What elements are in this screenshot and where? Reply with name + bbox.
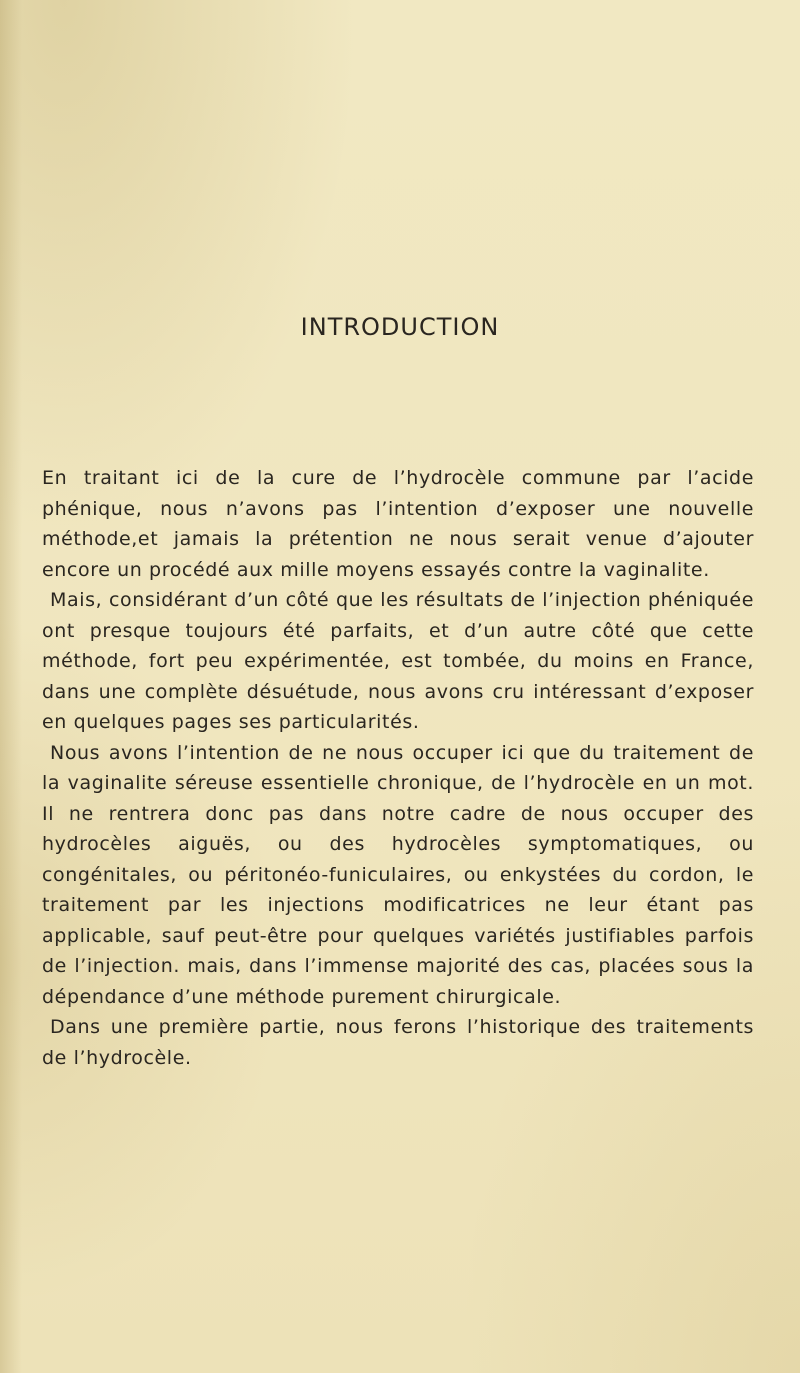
paragraph: En traitant ici de la cure de l’hydrocèle commune par l’acide phénique, nous n’avons pas l’intention d’exposer une nouvelle méthode,et jamais la prétention ne nous serait venue d’ajouter encore un procédé aux mille moyens essayés contre la vaginalite.	[42, 467, 754, 581]
page-edge-shadow	[0, 0, 22, 1373]
body-text	[42, 463, 754, 1073]
paragraph: Mais, considérant d’un côté que les résultats de l’injection phéniquée ont presque toujours été parfaits, et d’un autre côté que cette méthode, fort peu expérimentée, est tombée, du moins en France, dans une complète désuétude, nous avons cru intéressant d’exposer en quelques pages ses particularités.	[42, 589, 754, 733]
page-title: INTRODUCTION	[300, 313, 500, 341]
paragraph: Nous avons l’intention de ne nous occuper ici que du traitement de la vaginalite séreuse essentielle chronique, de l’hydrocèle en un mot. Il ne rentrera donc pas dans notre cadre de nous occuper des hydrocèles aiguës, ou des hydrocèles symptomatiques, ou congénitales, ou péritonéo-funiculaires, ou enkystées du cordon, le traitement par les injections modificatrices ne leur étant pas applicable, sauf peut-être pour quelques variétés justifiables parfois de l’injection. mais, dans l’immense majorité des cas, placées sous la dépendance d’une méthode purement chirurgicale.	[42, 741, 754, 1008]
paragraph: Dans une première partie, nous ferons l’historique des traitements de l’hydrocèle.	[42, 1016, 754, 1069]
